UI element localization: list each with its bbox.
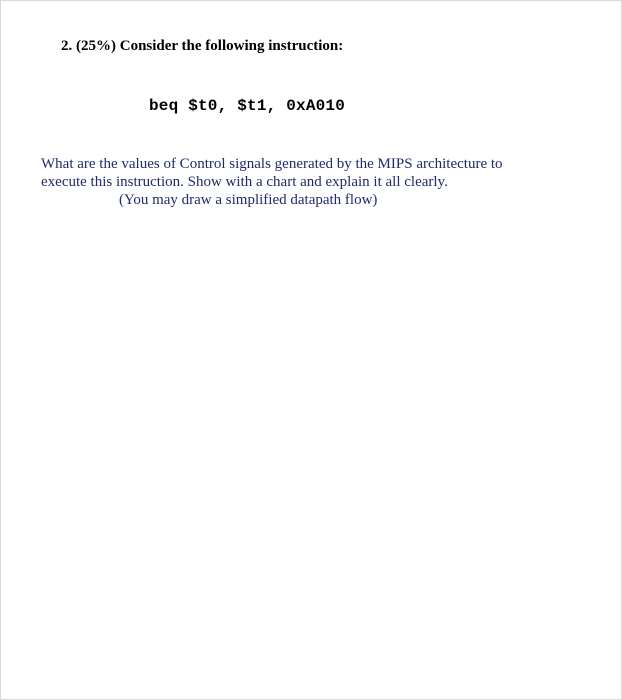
prompt-line-1: What are the values of Control signals generated by the MIPS architecture to	[41, 156, 503, 172]
prompt-line-2: execute this instruction. Show with a chart and explain it all clearly.	[41, 174, 448, 190]
prompt-line-3: (You may draw a simplified datapath flow)	[119, 192, 378, 208]
instruction-code: beq $t0, $t1, 0xA010	[149, 97, 346, 115]
question-heading: 2. (25%) Consider the following instruction:	[61, 38, 344, 54]
